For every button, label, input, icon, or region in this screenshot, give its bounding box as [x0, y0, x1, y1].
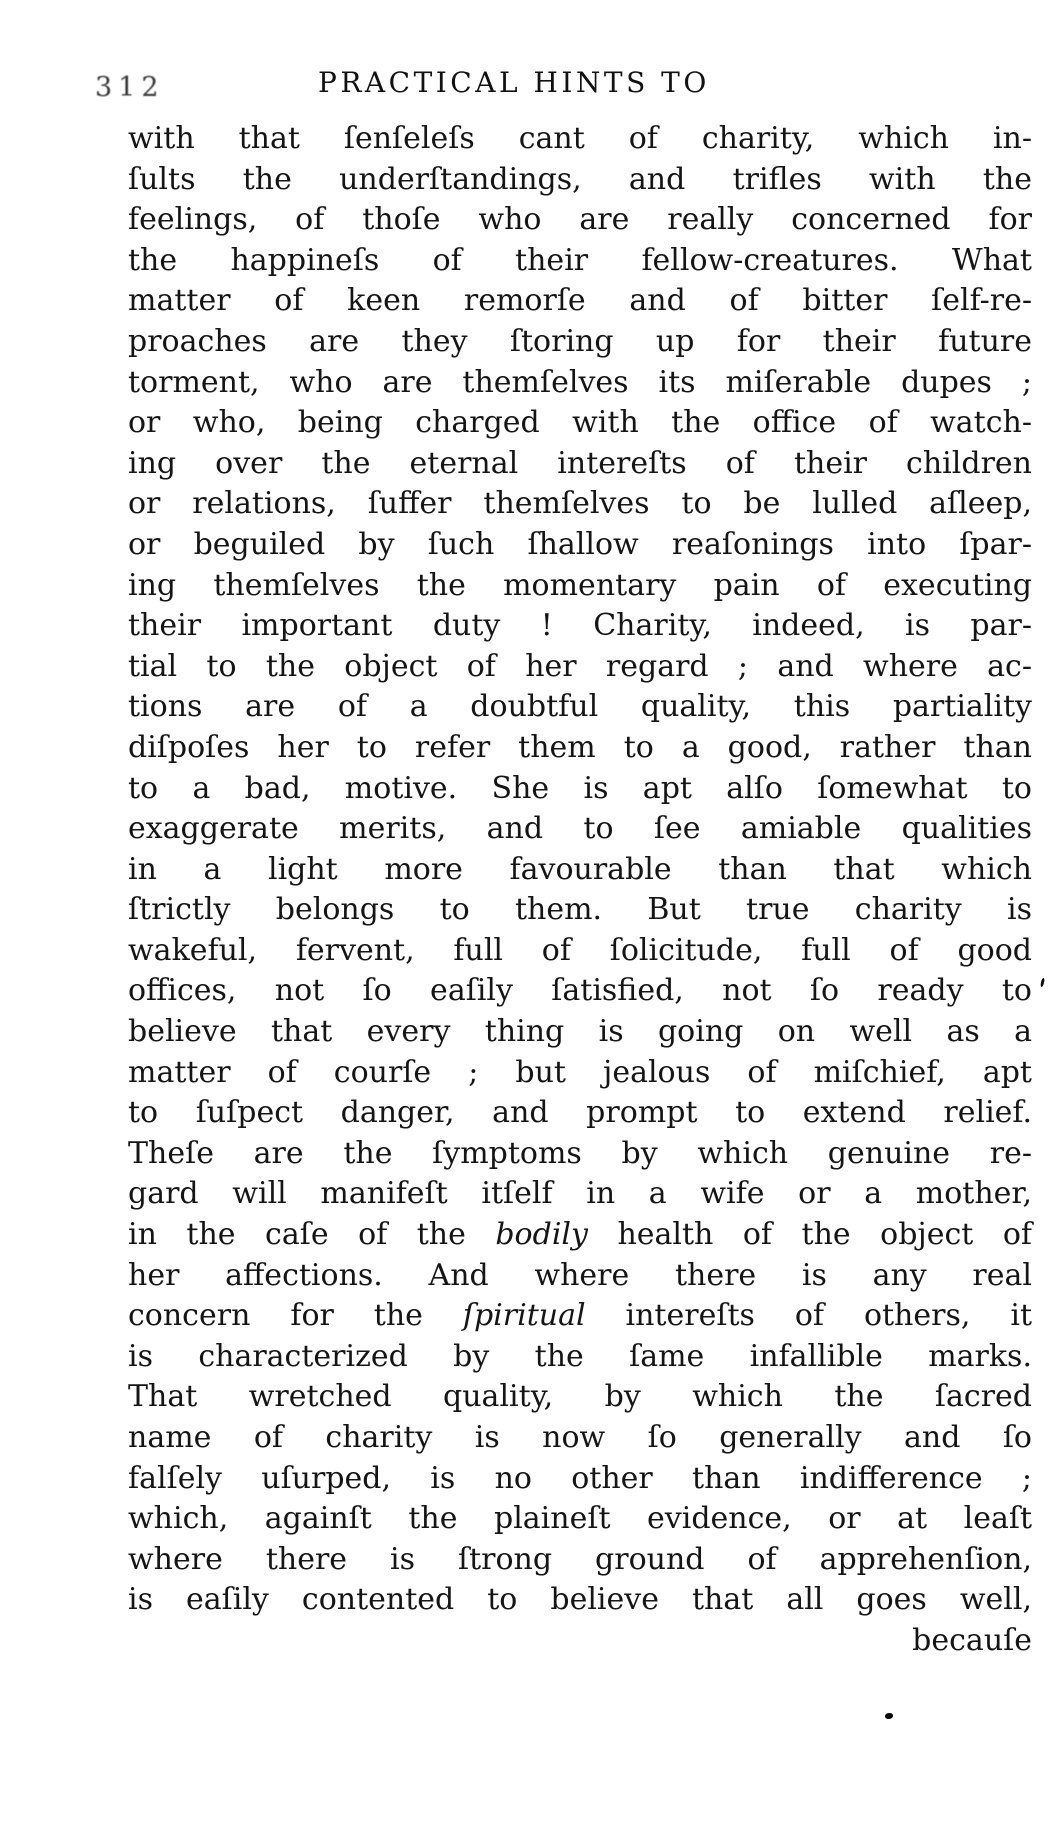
text-line — [128, 363, 1032, 404]
text-segment: gard will manifeſt itſelf in a wife or a mother, — [128, 1176, 1032, 1212]
text-line — [128, 566, 1032, 607]
text-line — [128, 1296, 1032, 1337]
text-line — [128, 1215, 1032, 1256]
text-segment: where there is ſtrong ground of apprehenſion, — [128, 1541, 1032, 1577]
text-segment: with that ſenſeleſs cant of charity, which in- — [128, 121, 1032, 156]
text-line — [128, 119, 1032, 160]
text-line — [128, 1337, 1032, 1378]
text-segment: ſpiritual — [462, 1298, 586, 1334]
text-line — [128, 322, 1032, 363]
text-line — [128, 606, 1032, 647]
text-segment: torment, who are themſelves its miſerable dupes ; — [128, 364, 1032, 400]
text-segment: to ſuſpect danger, and prompt to extend relief. — [128, 1095, 1032, 1131]
text-segment: Theſe are the ſymptoms by which genuine re- — [128, 1135, 1032, 1171]
text-segment: matter of courſe ; but jealous of miſchief, apt — [128, 1054, 1032, 1090]
text-segment: health of the object of — [587, 1217, 1032, 1253]
text-line — [128, 1499, 1032, 1540]
text-segment: intereſts of others, it — [585, 1298, 1032, 1334]
text-segment: bodily — [495, 1217, 588, 1253]
catchword-row — [128, 1621, 1032, 1662]
running-title: PRACTICAL HINTS TO — [318, 66, 710, 99]
text-line — [128, 1580, 1032, 1621]
text-line — [128, 647, 1032, 688]
text-line — [128, 200, 1032, 241]
text-line — [128, 971, 1032, 1012]
page-header — [0, 66, 1056, 110]
text-line — [128, 403, 1032, 444]
text-segment: ing themſelves the momentary pain of executing — [128, 567, 1032, 603]
text-segment: which, againſt the plaineſt evidence, or at leaſt — [128, 1501, 1032, 1537]
text-line — [128, 484, 1032, 525]
text-line — [128, 769, 1032, 810]
text-line — [128, 1093, 1032, 1134]
text-line — [128, 525, 1032, 566]
text-segment: diſpoſes her to refer them to a good, rather than — [128, 729, 1032, 765]
text-segment: matter of keen remorſe and of bitter ſelf-re- — [128, 283, 1032, 319]
text-segment: name of charity is now ſo generally and ſo — [128, 1420, 1032, 1455]
text-segment: or beguiled by ſuch ſhallow reaſonings into ſpar- — [128, 526, 1032, 562]
text-segment: the happineſs of their fellow-creatures. What — [128, 242, 1032, 278]
text-line — [128, 281, 1032, 322]
text-segment: or relations, ſuffer themſelves to be lulled aſleep, — [128, 486, 1032, 522]
text-line — [128, 809, 1032, 850]
text-segment: ſtrictly belongs to them. But true charity is — [128, 892, 1032, 928]
text-line — [128, 1053, 1032, 1094]
text-line — [128, 931, 1032, 972]
text-line — [128, 687, 1032, 728]
text-line — [128, 1012, 1032, 1053]
page-number: 312 — [95, 72, 165, 103]
text-segment: believe that every thing is going on well as a — [128, 1014, 1032, 1050]
text-segment: to a bad, motive. She is apt alſo ſomewhat to — [128, 770, 1032, 806]
text-segment: falſely uſurped, is no other than indifference ; — [128, 1460, 1032, 1496]
text-segment: in the caſe of the — [128, 1217, 496, 1253]
text-line — [128, 241, 1032, 282]
text-segment: her affections. And where there is any real — [128, 1257, 1032, 1293]
text-segment: is eaſily contented to believe that all goes well, — [128, 1582, 1032, 1618]
text-segment: offices, not ſo eaſily ſatisfied, not ſo ready to — [128, 973, 1032, 1009]
text-segment: concern for the — [128, 1298, 463, 1334]
text-segment: ſults the underſtandings, and trifles with the — [128, 161, 1032, 197]
text-line — [128, 728, 1032, 769]
text-segment: in a light more favourable than that which — [128, 851, 1032, 887]
text-line — [128, 1418, 1032, 1459]
ink-speck — [1040, 978, 1045, 987]
text-line — [128, 160, 1032, 201]
text-line — [128, 1174, 1032, 1215]
text-line — [128, 1377, 1032, 1418]
text-segment: or who, being charged with the office of watch- — [128, 405, 1032, 441]
text-line — [128, 1134, 1032, 1175]
text-segment: feelings, of thoſe who are really concerned for — [128, 202, 1032, 238]
text-line — [128, 1256, 1032, 1297]
text-segment: exaggerate merits, and to ſee amiable qualities — [128, 811, 1032, 847]
text-line — [128, 890, 1032, 931]
text-segment: is characterized by the ſame infallible marks. — [128, 1338, 1032, 1374]
text-segment: That wretched quality, by which the ſacred — [128, 1379, 1032, 1415]
text-segment: tial to the object of her regard ; and where ac- — [128, 648, 1032, 684]
text-segment: ing over the eternal intereſts of their children — [128, 445, 1032, 481]
body-text — [128, 119, 1032, 1662]
text-segment: tions are of a doubtful quality, this partiality — [128, 689, 1032, 725]
text-segment: their important duty ! Charity, indeed, is par- — [128, 608, 1032, 644]
text-segment: proaches are they ſtoring up for their future — [128, 323, 1032, 359]
text-line — [128, 1540, 1032, 1581]
text-segment: wakeful, fervent, full of ſolicitude, full of good — [128, 932, 1032, 968]
text-line — [128, 850, 1032, 891]
ink-speck — [885, 1713, 893, 1719]
text-line — [128, 444, 1032, 485]
text-line — [128, 1459, 1032, 1500]
catchword: becauſe — [912, 1622, 1032, 1658]
